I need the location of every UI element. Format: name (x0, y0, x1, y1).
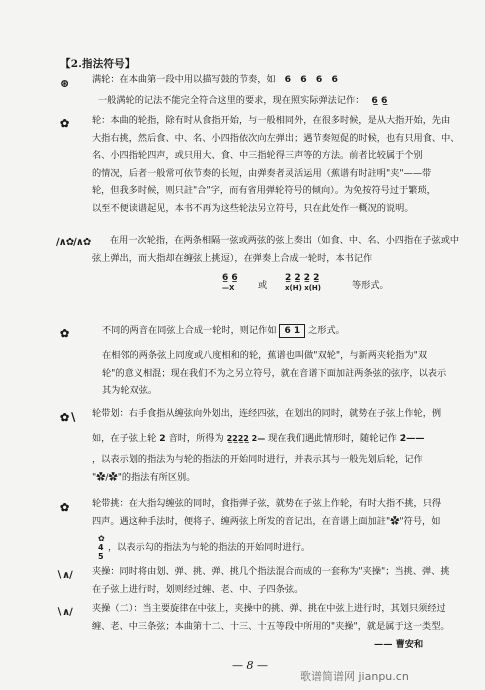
text-line: 音时，所得为 (168, 433, 224, 444)
notation-2: 2 (159, 433, 166, 444)
paragraph-double-wheel (102, 347, 446, 400)
full-wheel-symbol-icon: ⊛ (60, 77, 70, 90)
text-line: 在子弦上进行时，划则经过缠、老、中、子四条弦。 (92, 583, 304, 595)
notation-2222: 2̲2̲2̲2̲ 2— (226, 434, 266, 443)
notation-6-6-stack: 6̲ 6̲ —Ⅹ (222, 273, 238, 292)
wheel-with-pick-symbol-icon: ✿ (60, 501, 70, 514)
text-line: 轮：本曲的轮指，除有时从食指开始，与一般相同外，在很多时候，是从大指开始，先由 (92, 115, 451, 126)
paragraph-wheel (92, 112, 460, 218)
same-string-wheel-symbol-icon: ✿ (60, 327, 70, 340)
combined-wheel-symbol-icon: ∕∧✿∕∧✿ (56, 237, 91, 248)
notation-x-h: 2̲ 2̲ 2̲ 2̲ x(H) x(H) (285, 273, 321, 292)
paragraph-wheel-stroke (92, 405, 441, 423)
text-line: 轮带挑：在大指勾缠弦的同时，食指弹子弦，就势在子弦上作轮，有时大指不挑，只得 (92, 498, 442, 509)
watermark: 歌谱简谱网 jianpu.cn (300, 670, 409, 683)
text-line: 以至不便读谱起见，本书不再为这些轮法另立符号，只在此处作一概况的说明。 (92, 202, 414, 214)
text-line: "✿∕✿"的指法有所区别。 (92, 471, 196, 483)
text-line: 轮"的意义相混；现在我们不为之另立符号，就在音谱下面加註两条弦的弦序，以表示 (102, 367, 447, 379)
paragraph-wheel-pick-line3: ，以表示勾的指法为与轮的指法的开始同时进行。 (108, 542, 311, 553)
text-line: 夹操（二）：当主要旋律在中弦上，夹操中的挑、弹、挑在中弦上进行时，其划只须经过 (92, 603, 446, 614)
text-line: 在相邻的两条弦上同度或八度相和的轮，蕉谱也叫做"双轮"，与新两夹轮指为"双 (102, 350, 428, 361)
paragraph-jiacao-two (92, 600, 450, 635)
paragraph-wheel-stroke-line2 (92, 430, 424, 448)
or-label: 或 (258, 280, 268, 291)
text-line: 在用一次轮指，在两条相隔一弦或两弦的弦上奏出（如食、中、名、小四指在子弦或中 (110, 235, 460, 246)
text-line: 轮，但我多时候，则只註"合"字，而有省用弹轮符号的倾向）。为免按符号过于繁琐， (92, 185, 436, 197)
form-label: 等形式。 (352, 280, 389, 291)
paragraph-full-wheel-line2 (98, 92, 387, 110)
text-line: 弦上弹出，而大指却在缠弦上挑逗），在弹奏上合成一轮时，本书记作 (92, 252, 373, 264)
wheel-with-stroke-symbol-icon: ✿∖ (60, 411, 77, 424)
paragraph-combined-wheel (92, 232, 460, 267)
text-line: 一般满轮的记法不能完全符合这里的要求，现在照实际弹法记作： (98, 95, 365, 106)
text-line: 之形式。 (308, 325, 345, 336)
text-line: 名、小四指轮四声，或只用大、食、中三指轮得三声等的方法。前者比较属于个别 (92, 150, 423, 162)
paragraph-full-wheel (92, 71, 341, 89)
text-line: 四声。遇这种手法时，便将子、缠两弦上所发的音记出，在音谱上面加註"✿"符号，如 (92, 515, 441, 527)
text-line: 如，在子弦上轮 (92, 433, 157, 444)
notation-six-six: 6̲ 6̲ (371, 95, 388, 106)
jiacao-two-symbol-icon: ∖∧∕ (56, 607, 72, 618)
text-line: ，以表示划的指法为与轮的指法的开始同时进行，并表示其与一般先划后轮，记作 (92, 454, 423, 465)
notation-vertical-stack: ✿ 4 5 (98, 534, 105, 561)
notation-6666: 6 6 6 6 (284, 74, 341, 85)
text-line: 轮带划：右手食指从缠弦向外划出，连经四弦，在划出的同时，就势在子弦上作轮，例 (92, 408, 442, 419)
text-line: 现在我们遇此情形时，随轮记作 (268, 433, 397, 444)
paragraph-same-string (102, 322, 345, 340)
text-line: 大指右挑，然后食、中、名、小四指依次向左弹出；遇节奏短促的时候，也有只用食、中、 (92, 132, 460, 144)
page-number: — 8 — (232, 659, 268, 672)
author-signature: —— 曹安和 (374, 639, 424, 650)
section-heading: 【2.指法符号】 (60, 58, 136, 70)
text-line: 的情况，后者一般常可依节奏的长短，由弹奏者灵活运用（蕉谱有时註明"夹"——带 (92, 167, 432, 179)
text-line: 缠、老、中三条弦；本曲第十二、十三、十五等段中所用的"夹操"，就是属于这一类型。 (92, 620, 450, 632)
paragraph-wheel-stroke-line3 (92, 451, 423, 486)
text-line: 不同的两音在同弦上合成一轮时，则记作如 (102, 325, 277, 336)
text-line: 满轮：在本曲第一段中用以描写鼓的节奏，如 (92, 74, 276, 85)
paragraph-wheel-pick (92, 495, 441, 530)
text-line: 其为轮双弦。 (102, 385, 158, 397)
notation-6-1: 6 1 (279, 324, 305, 338)
paragraph-jiacao (92, 563, 450, 598)
jiacao-symbol-icon: ∖∧∕ (56, 570, 72, 581)
wheel-symbol-icon: ✿ (60, 117, 70, 130)
text-line: 夹操：同时将由划、弹、挑、弹、挑几个指法混合而成的一套称为"夹操"；当挑、弹、挑 (92, 566, 450, 577)
notation-2-dash: 2̇—— (399, 433, 425, 444)
